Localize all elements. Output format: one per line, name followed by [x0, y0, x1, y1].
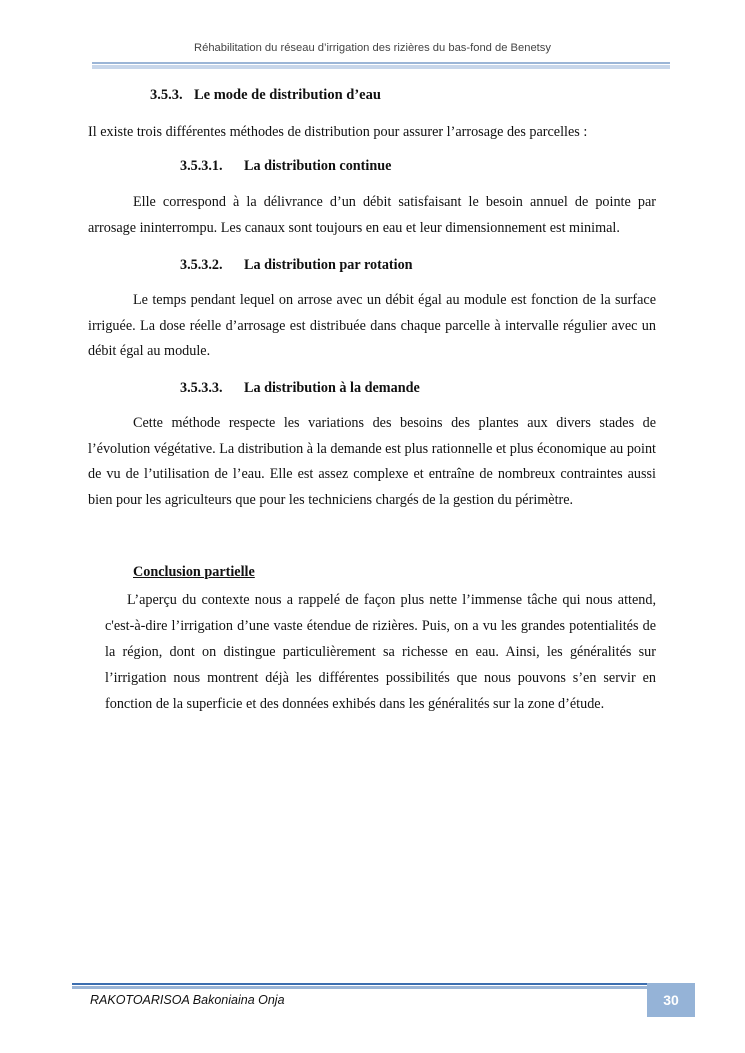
running-header: Réhabilitation du réseau d’irrigation des rizières du bas-fond de Benetsy — [194, 42, 551, 54]
footer-author: RAKOTOARISOA Bakoniaina Onja — [90, 993, 285, 1007]
subsection-paragraph-3: Cette méthode respecte les variations des besoins des plantes aux divers stades de l’évolution végétative. La distribution à la demande est plus rationnelle et plus économique au point de vu de l’utilisation de l’eau. Elle est assez complexe et entraîne de nombreux contraintes aussi bien pour les agriculteurs que pour les techniciens chargés de la gestion du périmètre. — [88, 415, 656, 508]
subsection-number: 3.5.3.3. — [180, 380, 223, 396]
subsection-heading-3 — [180, 380, 420, 397]
section-intro: Il existe trois différentes méthodes de distribution pour assurer l’arrosage des parcelles : — [88, 124, 588, 140]
section-number: 3.5.3. — [150, 87, 183, 103]
section-heading — [150, 87, 381, 104]
subsection-paragraph-2: Le temps pendant lequel on arrose avec un débit égal au module est fonction de la surface irriguée. La dose réelle d’arrosage est distribuée dans chaque parcelle à intervalle régulier avec un débit égal au module. — [88, 292, 656, 359]
subsection-title: La distribution par rotation — [244, 257, 413, 273]
footer-rule — [72, 983, 647, 989]
header-rule — [92, 62, 670, 69]
subsection-paragraph-1: Elle correspond à la délivrance d’un débit satisfaisant le besoin annuel de pointe par arrosage ininterrompu. Les canaux sont toujours en eau et leur dimensionnement est minimal. — [88, 194, 656, 236]
subsection-title: La distribution continue — [244, 158, 392, 174]
subsection-title: La distribution à la demande — [244, 380, 420, 396]
page-number: 30 — [647, 983, 695, 1017]
section-title: Le mode de distribution d’eau — [194, 87, 381, 103]
subsection-number: 3.5.3.1. — [180, 158, 223, 174]
conclusion-paragraph: L’aperçu du contexte nous a rappelé de façon plus nette l’immense tâche qui nous attend, c'est-à-dire l’irrigation d’une vaste étendue de rizières. Puis, on a vu les grandes potentialités de la région, dont on distingue particulièrement sa richesse en eau. Ainsi, les généralités sur l’irrigation nous montrent déjà les différentes possibilités que nous pouvons s’en servir en fonction de la superficie et des données exhibés dans les généralités sur la zone d’étude. — [105, 592, 656, 712]
subsection-heading-1 — [180, 158, 391, 175]
conclusion-title: Conclusion partielle — [133, 564, 255, 580]
subsection-number: 3.5.3.2. — [180, 257, 223, 273]
subsection-heading-2 — [180, 257, 413, 274]
